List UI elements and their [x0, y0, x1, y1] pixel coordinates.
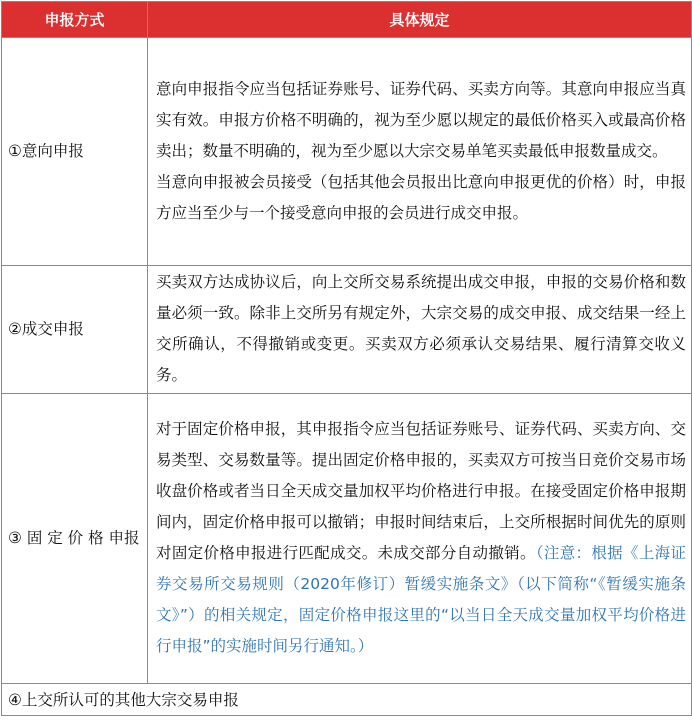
detail-paragraph: 买卖双方达成协议后，向上交所交易系统提出成交申报，申报的交易价格和数量必须一致。除非上交所另有规定外，大宗交易的成交申报、成交结果一经上交所确认，不得撤销或变更。买卖双方必须承认交易结果、履行清算交收义务。 [156, 273, 686, 384]
detail-paragraph: 当意向申报被会员接受（包括其他会员报出比意向申报更优的价格）时，申报方应当至少与一个接受意向申报的会员进行成交申报。 [156, 172, 686, 222]
method-cell: ①意向申报 [2, 38, 148, 266]
method-cell: ②成交申报 [2, 266, 148, 394]
note-text: （注意：根据《上海证券交易所交易规则（2020年修订）暂缓实施条文》（以下简称“《暂缓实施条文》”）的相关规定，固定价格申报这里的“以当日全天成交量加权平均价格进行申报”的实施时间另行通知。） [156, 544, 686, 655]
header-detail: 具体规定 [148, 2, 692, 38]
table-row [2, 684, 692, 716]
method-cell: ③ 固 定 价 格 申报 [2, 394, 148, 684]
table-row [2, 38, 692, 266]
detail-paragraph [156, 414, 686, 662]
detail-paragraph: 意向申报指令应当包括证券账号、证券代码、买卖方向等。其意向申报应当真实有效。申报方价格不明确的，视为至少愿以规定的最低价格买入或最高价格卖出；数量不明确的，视为至少愿以大宗交易单笔买卖最低申报数量成交。 [156, 79, 686, 160]
declaration-methods-table [1, 1, 692, 716]
detail-cell [148, 266, 692, 394]
header-method: 申报方式 [2, 2, 148, 38]
table-row [2, 266, 692, 394]
table-row [2, 394, 692, 684]
other-method-cell: ④上交所认可的其他大宗交易申报 [2, 684, 692, 716]
detail-cell [148, 394, 692, 684]
detail-cell [148, 38, 692, 266]
table-header-row [2, 2, 692, 38]
detail-text: 对于固定价格申报，其申报指令应当包括证券账号、证券代码、买卖方向、交易类型、交易数量等。提出固定价格申报的，买卖双方可按当日竞价交易市场收盘价格或者当日全天成交量加权平均价格进行申报。在接受固定价格申报期间内，固定价格申报可以撤销；申报时间结束后，上交所根据时间优先的原则对固定价格申报进行匹配成交。未成交部分自动撤销。 [156, 420, 686, 562]
